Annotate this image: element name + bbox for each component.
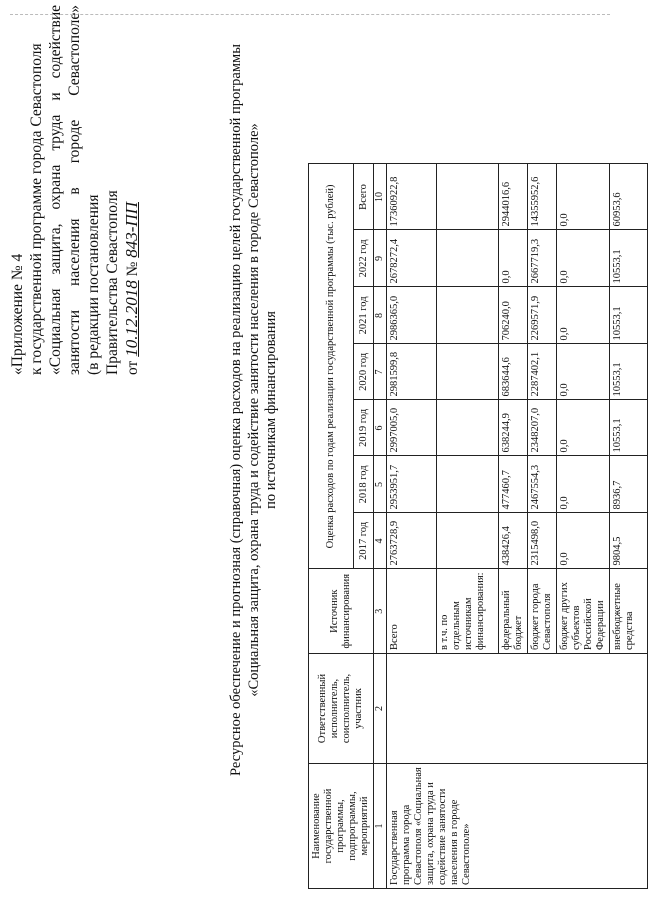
header-year: 2018 год [354, 456, 374, 513]
title-line: «Социальная защита, охрана труда и содействие занятости населения в городе Севастополе» [245, 123, 262, 697]
budget-table [308, 163, 648, 889]
value-cell: 0,0 [557, 456, 610, 513]
value-cell: 10553,1 [610, 400, 648, 456]
value-cell: 2981599,8 [387, 344, 437, 400]
number-sign: № [124, 261, 141, 277]
appendix-line: к государственной программе города Севастополя [28, 43, 45, 375]
appendix-from: от [124, 360, 141, 375]
value-cell: 8936,7 [610, 456, 648, 513]
value-cell: 2315498,0 [528, 513, 557, 569]
column-index: 1 [374, 764, 387, 889]
title-line: Ресурсное обеспечение и прогнозная (справочная) оценка расходов на реализацию целей государственной программы [228, 44, 244, 776]
value-cell: 60953,6 [610, 164, 648, 230]
column-index: 6 [374, 400, 387, 456]
column-index: 7 [374, 344, 387, 400]
resolution-number: 843-ПП [122, 202, 141, 258]
value-cell [437, 230, 499, 287]
value-cell [437, 164, 499, 230]
appendix-line: Правительства Севастополя [104, 190, 121, 375]
value-cell: 2269571,9 [528, 287, 557, 344]
appendix-line: занятости населения в городе Севастополе» [66, 5, 83, 375]
column-index: 9 [374, 230, 387, 287]
appendix-line: «Социальная защита, охрана труда и содействие [47, 5, 64, 375]
source-cell: внебюджетные средства [610, 569, 648, 654]
value-cell: 683644,6 [499, 344, 528, 400]
appendix-signature-line [122, 5, 142, 375]
value-cell: 10553,1 [610, 344, 648, 400]
value-cell: 2763728,9 [387, 513, 437, 569]
title-line: по источникам финансирования [263, 311, 279, 509]
value-cell: 638244,9 [499, 400, 528, 456]
table-header-row [309, 164, 354, 889]
value-cell: 2953951,7 [387, 456, 437, 513]
executor-cell [387, 654, 648, 764]
value-cell: 706240,0 [499, 287, 528, 344]
column-index: 8 [374, 287, 387, 344]
source-cell: Всего [387, 569, 437, 654]
header-year: 2021 год [354, 287, 374, 344]
value-cell: 0,0 [557, 230, 610, 287]
value-cell: 2678272,4 [387, 230, 437, 287]
column-index: 10 [374, 164, 387, 230]
value-cell: 438426,4 [499, 513, 528, 569]
source-cell: бюджет других субъектов Российской Федерации [557, 569, 610, 654]
source-cell: в т.ч. по отдельным источникам финансирования: [437, 569, 499, 654]
column-index: 5 [374, 456, 387, 513]
value-cell: 0,0 [557, 400, 610, 456]
value-cell: 0,0 [557, 344, 610, 400]
value-cell: 2467554,3 [528, 456, 557, 513]
value-cell: 9804,5 [610, 513, 648, 569]
value-cell: 2986365,0 [387, 287, 437, 344]
value-cell: 14355952,6 [528, 164, 557, 230]
value-cell: 10553,1 [610, 230, 648, 287]
header-estimate: Оценка расходов по годам реализации государственной программы (тыс. рублей) [309, 164, 354, 569]
value-cell: 477460,7 [499, 456, 528, 513]
value-cell: 0,0 [557, 164, 610, 230]
value-cell: 10553,1 [610, 287, 648, 344]
value-cell: 17360922,8 [387, 164, 437, 230]
column-index: 2 [374, 654, 387, 764]
value-cell [437, 344, 499, 400]
header-name: Наименование государственной программы, подпрограммы, мероприятий [309, 764, 374, 889]
value-cell: 0,0 [499, 230, 528, 287]
value-cell: 2667719,3 [528, 230, 557, 287]
value-cell [437, 287, 499, 344]
resolution-date: 10.12.2018 [122, 280, 141, 357]
header-executor: Ответственный исполнитель, соисполнитель, участник [309, 654, 374, 764]
column-index: 4 [374, 513, 387, 569]
value-cell [437, 513, 499, 569]
appendix-line: (в редакции постановления [85, 194, 102, 375]
value-cell: 2287402,1 [528, 344, 557, 400]
appendix-block [8, 5, 142, 375]
column-index: 3 [374, 569, 387, 654]
table-index-row [374, 164, 387, 889]
scan-edge-line [10, 13, 610, 15]
header-year: 2022 год [354, 230, 374, 287]
table-row [387, 164, 437, 889]
program-name-cell: Государственная программа города Севастополя «Социальная защита, охрана труда и содействие занятости населения в городе Севастополе» [387, 764, 648, 889]
value-cell [437, 456, 499, 513]
header-source: Источник финансирования [309, 569, 374, 654]
value-cell: 2944016,6 [499, 164, 528, 230]
value-cell: 2348207,0 [528, 400, 557, 456]
document-title [228, 0, 281, 825]
header-year: 2019 год [354, 400, 374, 456]
appendix-title: «Приложение № 4 [9, 253, 26, 375]
value-cell: 0,0 [557, 513, 610, 569]
header-total: Всего [354, 164, 374, 230]
source-cell: федеральный бюджет [499, 569, 528, 654]
header-year: 2020 год [354, 344, 374, 400]
value-cell [437, 400, 499, 456]
source-cell: бюджет города Севастополя [528, 569, 557, 654]
value-cell: 0,0 [557, 287, 610, 344]
value-cell: 2997005,0 [387, 400, 437, 456]
header-year: 2017 год [354, 513, 374, 569]
